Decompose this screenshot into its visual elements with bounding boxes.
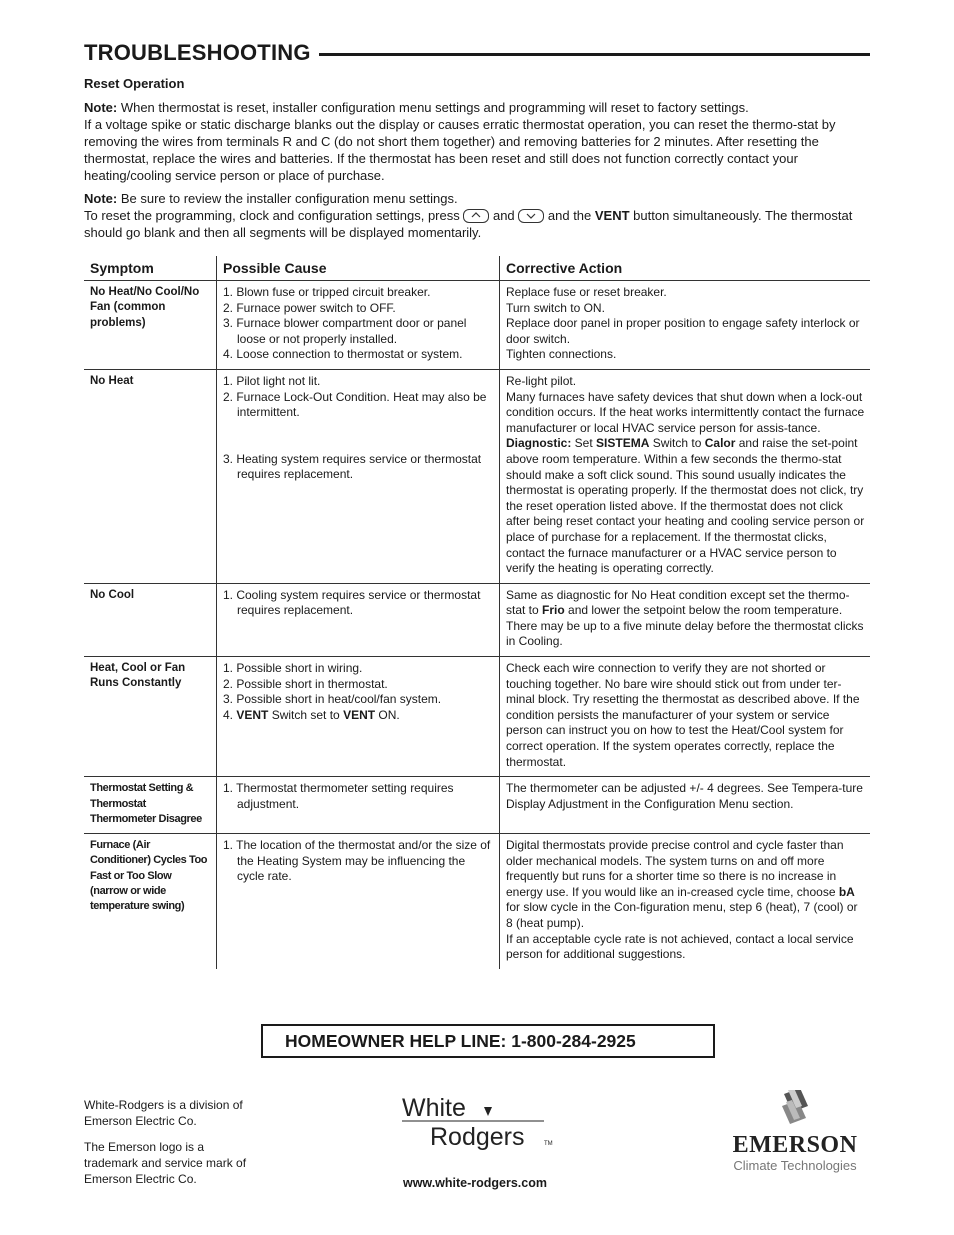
up-arrow-button-icon (463, 209, 489, 223)
diagnostic-text: Diagnostic: Set SISTEMA Switch to Calor and raise the set-point above room temperature. Within a few seconds the thermo-stat should make a soft click sound. This sound usually indicates the thermostat is operating properly. If the thermostat does not click, try the reset operation listed above. If the thermostat does not click after being reset contact your heating and cooling service person or place of purchase for a replacement. If the thermostat clicks, contact the furnace manufacturer or a HVAC service person to verify the heating is operating correctly. (506, 436, 865, 576)
svg-text:TM: TM (544, 1141, 553, 1147)
helpline-text: HOMEOWNER HELP LINE: 1-800-284-2925 (285, 1030, 636, 1051)
svg-text:Climate Technologies: Climate Technologies (733, 1158, 857, 1173)
reset-paragraph-1: Note: When thermostat is reset, installer configuration menu settings and programming will reset to factory settings. If a voltage spike or static discharge blanks out the display or causes erratic thermostat operation, you can reset the thermo-stat by removing the wires from terminals R and C (do not short them together) and removing batteries for 2 minutes. After resetting the thermostat, replace the wires and batteries. If the thermostat has been reset and still does not function correctly contact your heating/cooling service person or place of purchase. (84, 100, 836, 183)
action-cell: Re-light pilot. Many furnaces have safety devices that shut down when a lock-out condition occurs. If the heat works intermittently contact the furnace manufacturer or local HVAC service person for assis-tance. Diagnostic: Set SISTEMA Switch to Calor and raise the set-point above room temperature. Within a few seconds the thermo-stat should make a soft click sound. This sound usually indicates the thermostat is operating properly. If the thermostat does not click, try the reset operation listed above. If the thermostat does not click after being reset contact your heating and cooling service person or place of purchase for a replacement. If the thermostat clicks, contact the furnace manufacturer or a HVAC service person to verify the heating is operating correctly. (499, 370, 870, 583)
page-title: TROUBLESHOOTING (84, 40, 311, 65)
symptom-cell: Furnace (Air Conditioner) Cycles Too Fast or Too Slow (narrow or wide temperature swing) (90, 839, 208, 913)
note-label: Note: (84, 191, 118, 206)
white-rodgers-logo (400, 1090, 560, 1150)
homeowner-helpline-box (261, 1024, 715, 1058)
cause-cell: 1. Possible short in wiring. 2. Possible short in thermostat. 3. Possible short in heat/cool/fan system. 4. VENT Switch set to VENT ON. (216, 657, 499, 776)
table-row (84, 370, 870, 584)
symptom-cell: No Cool (90, 588, 135, 601)
header-cause: Possible Cause (216, 256, 499, 280)
action-cell: Same as diagnostic for No Heat condition except set the thermo-stat to Frio and lower the setpoint below the room temperature. There may be up to a five minute delay before the thermostat clicks in Cooling. (499, 584, 870, 656)
note-label: Note: (84, 100, 118, 115)
cause-cell: 1. The location of the thermostat and/or the size of the Heating System may be influencing the cycle rate. (216, 834, 499, 969)
table-row (84, 834, 870, 969)
svg-text:EMERSON: EMERSON (732, 1132, 858, 1158)
action-cell: The thermometer can be adjusted +/- 4 degrees. See Tempera-ture Display Adjustment in the Configuration Menu section. (499, 777, 870, 833)
table-row (84, 777, 870, 834)
cause-cell: 1. Pilot light not lit. 2. Furnace Lock-Out Condition. Heat may also be intermittent. 3. Heating system requires service or thermostat requires replacement. (216, 370, 499, 583)
reset-instructions: If a voltage spike or static discharge blanks out the display or causes erratic thermostat operation, you can reset the thermo-stat by removing the wires from terminals R and C (do not short them together) and removing batteries for 2 minutes. After resetting the thermostat, replace the wires and batteries. If the thermostat has been reset and still does not function correctly contact your heating/cooling service person or place of purchase. (84, 117, 836, 183)
table-row (84, 657, 870, 777)
cause-cell: 1. Thermostat thermometer setting requires adjustment. (216, 777, 499, 833)
symptom-cell: Thermostat Setting & Thermostat Thermometer Disagree (90, 782, 202, 825)
symptom-cell: No Heat (90, 374, 134, 387)
symptom-cell: No Heat/No Cool/No Fan (common problems) (90, 286, 200, 329)
down-arrow-button-icon (518, 209, 544, 223)
website-link[interactable]: www.white-rodgers.com (402, 1176, 547, 1190)
reset-heading: Reset Operation (84, 76, 185, 91)
action-cell: Digital thermostats provide precise control and cycle faster than older mechanical models. The system turns on and off more frequently but runs for a shorter time so there is no increase in energy use. If you would like an in-creased cycle time, choose bA for slow cycle in the Con-figuration menu, step 6 (heat), 7 (cool) or 8 (heat pump). If an acceptable cycle rate is not achieved, contact a local service person for additional suggestions. (499, 834, 870, 969)
action-cell: Replace fuse or reset breaker. Turn switch to ON. Replace door panel in proper position to engage safety interlock or door switch. Tighten connections. (499, 281, 870, 369)
title-rule (319, 53, 870, 56)
division-note: White-Rodgers is a division of Emerson Electric Co. (84, 1098, 243, 1128)
cause-cell: 1. Cooling system requires service or thermostat requires replacement. (216, 584, 499, 656)
table-row (84, 281, 870, 370)
svg-text:White: White (402, 1094, 466, 1122)
symptom-cell: Heat, Cool or Fan Runs Constantly (90, 662, 186, 690)
troubleshooting-table (84, 256, 870, 969)
table-header (84, 256, 870, 281)
cause-cell: 1. Blown fuse or tripped circuit breaker. 2. Furnace power switch to OFF. 3. Furnace blower compartment door or panel loose or not properly installed. 4. Loose connection to thermostat or system. (216, 281, 499, 369)
reset-paragraph-2: Note: Be sure to review the installer configuration menu settings. To reset the programming, clock and configuration settings, press and and the VENT button simultaneously. The thermostat should go blank and then all segments will be displayed momentarily. (84, 191, 853, 240)
header-action: Corrective Action (499, 256, 870, 280)
header-symptom: Symptom (90, 260, 154, 276)
trademark-note: The Emerson logo is a trademark and service mark of Emerson Electric Co. (84, 1140, 247, 1186)
title-row (84, 40, 870, 66)
svg-text:Rodgers: Rodgers (430, 1123, 525, 1150)
action-cell: Check each wire connection to verify they are not shorted or touching together. No bare wire should stick out from under ter-minal block. Try resetting the thermostat as described above. If the condition persists the manufacturer of your system or service person can instruct you on how to test the Heat/Cool system for correct operation. If the system operates correctly, replace the thermostat. (499, 657, 870, 776)
table-row (84, 584, 870, 657)
emerson-logo (716, 1090, 874, 1178)
